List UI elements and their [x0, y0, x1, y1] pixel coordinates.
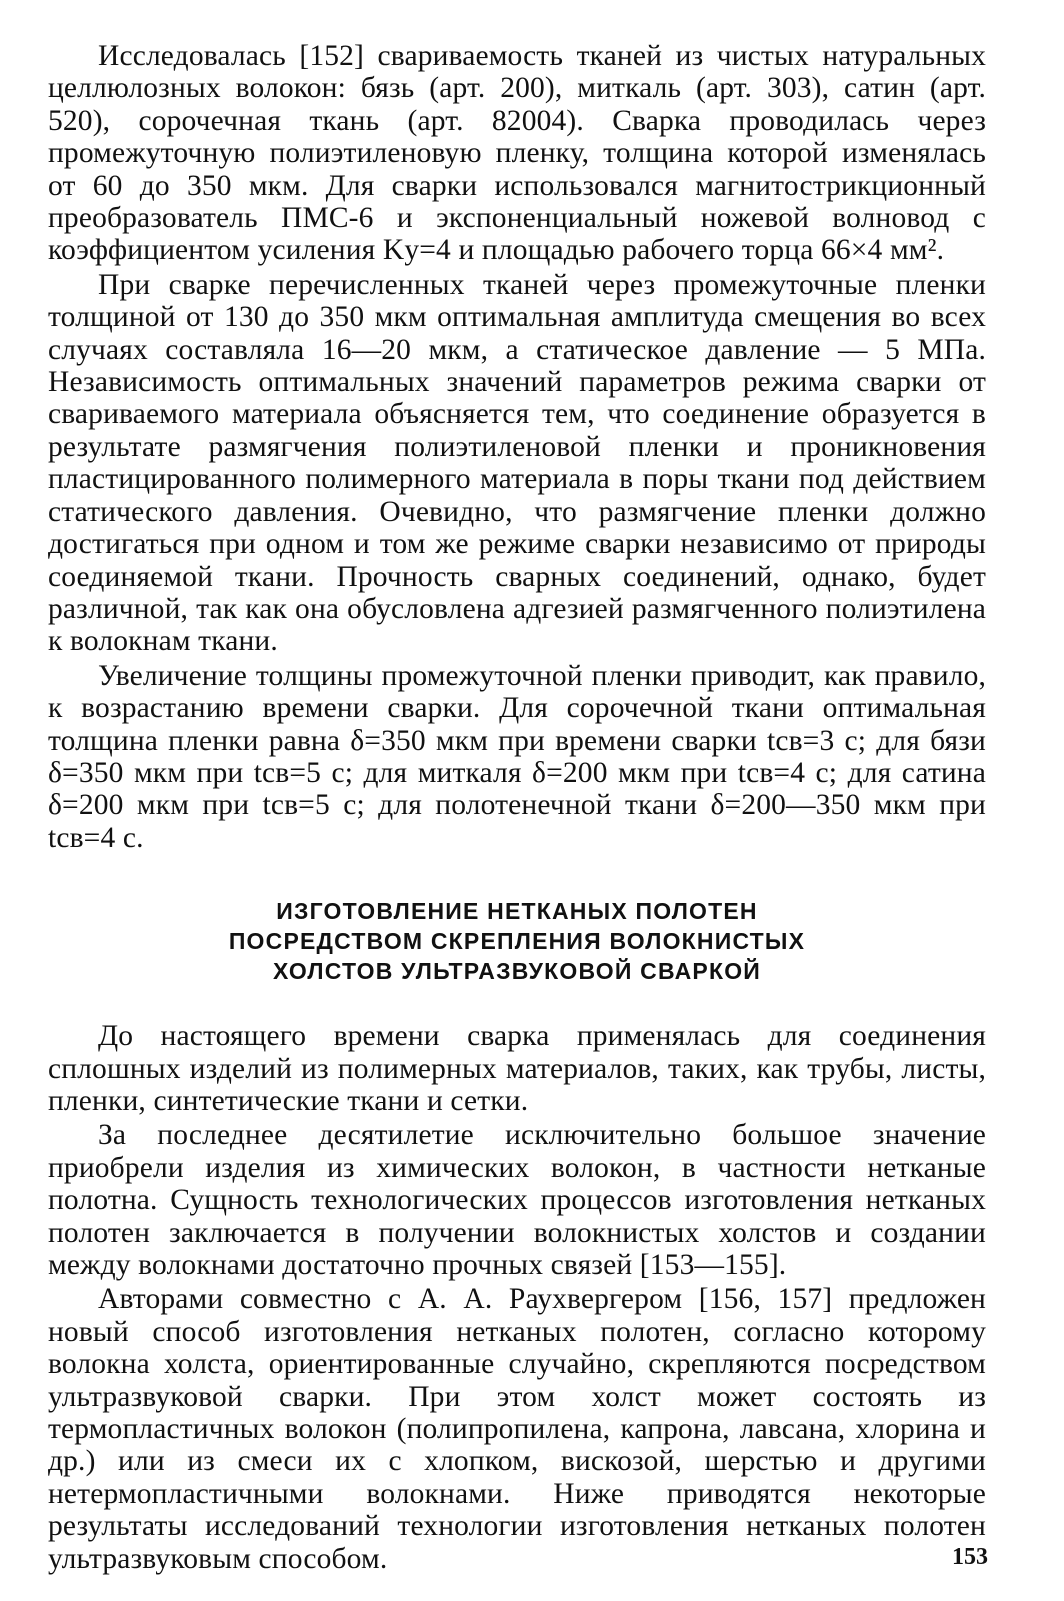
paragraph-new-method: Авторами совместно с А. А. Раухвергером [156, 157] предложен новый способ изготовления нетканых полотен, согласно которому волокна холста, ориентированные случайно, скрепляются посредством ультразвуковой сварки. При этом холст может состоять из термопластичных волокон (полипропилена, капрона, лавсана, хлорина и др.) или из смеси их с хлопком, вискозой, шерстью и другими нетермопластичными волокнами. Ниже приводятся некоторые результаты исследований технологии изготовления нетканых полотен ультразвуковым способом.: [48, 1283, 986, 1575]
section-heading-line: ХОЛСТОВ УЛЬТРАЗВУКОВОЙ СВАРКОЙ: [272, 958, 762, 985]
paragraph-optimal-parameters: При сварке перечисленных тканей через промежуточные пленки толщиной от 130 до 350 мкм оптимальная амплитуда смещения во всех случаях составляла 16—20 мкм, а статическое давление — 5 МПа. Независимость оптимальных значений параметров режима сварки от свариваемого материала объясняется тем, что соединение образуется в результате размягчения полиэтиленовой пленки и проникновения пластицированного полимерного материала в поры ткани под действием статического давления. Очевидно, что размягчение пленки должно достигаться при одном и том же режиме сварки независимо от природы соединяемой ткани. Прочность сварных соединений, однако, будет различной, так как она обусловлена адгезией размягченного полиэтилена к волокнам ткани.: [48, 268, 986, 658]
page-number: 153: [952, 1544, 988, 1570]
section-heading: [48, 896, 986, 986]
paragraph-weldability-study: Исследовалась [152] свариваемость тканей из чистых натуральных целлюлозных волокон: бязь (арт. 200), миткаль (арт. 303), сатин (арт. 520), сорочечная ткань (арт. 82004). Сварка проводилась через промежуточную полиэтиленовую пленку, толщина которой изменялась от 60 до 350 мкм. Для сварки использовался магнитострикционный преобразователь ПМС-6 и экспоненциальный ножевой волновод с коэффициентом усиления Kу=4 и площадью рабочего торца 66×4 мм².: [48, 40, 986, 267]
section-heading-line: ПОСРЕДСТВОМ СКРЕПЛЕНИЯ ВОЛОКНИСТЫХ: [228, 928, 806, 955]
section-heading-line: ИЗГОТОВЛЕНИЕ НЕТКАНЫХ ПОЛОТЕН: [276, 898, 758, 925]
paragraph-nonwoven-importance: За последнее десятилетие исключительно большое значение приобрели изделия из химических волокон, в частности нетканые полотна. Сущность технологических процессов изготовления нетканых полотен заключается в получении волокнистых холстов и создании между волокнами достаточно прочных связей [153—155].: [48, 1119, 986, 1281]
paragraph-welding-applications: До настоящего времени сварка применялась для соединения сплошных изделий из полимерных материалов, таких, как трубы, листы, пленки, синтетические ткани и сетки.: [48, 1020, 986, 1117]
paragraph-film-thickness: Увеличение толщины промежуточной пленки приводит, как правило, к возрастанию времени сварки. Для сорочечной ткани оптимальная толщина пленки равна δ=350 мкм при времени сварки tсв=3 с; для бязи δ=350 мкм при tсв=5 с; для миткаля δ=200 мкм при tсв=4 с; для сатина δ=200 мкм при tсв=5 с; для полотенечной ткани δ=200—350 мкм при tсв=4 с.: [48, 659, 986, 854]
